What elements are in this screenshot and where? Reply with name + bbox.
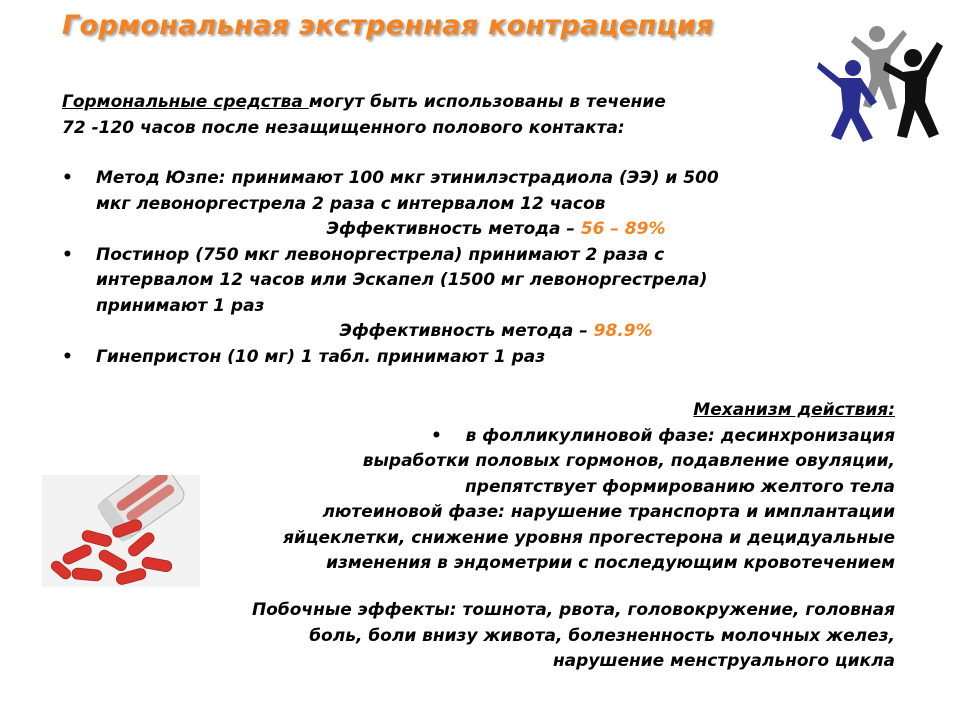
people-figures-logo xyxy=(815,22,945,144)
list-item xyxy=(62,243,882,345)
method-line: Постинор (750 мкг левоноргестрела) принимают 2 раза с xyxy=(96,244,665,265)
method-line: принимают 1 раз xyxy=(96,295,265,316)
method-line: интервалом 12 часов или Эскапел (1500 мг левоноргестрела) xyxy=(96,270,708,290)
mechanism-line: выработки половых гормонов, подавление овуляции, xyxy=(362,451,895,471)
bullet-icon: • xyxy=(62,346,73,367)
efficacy-label: Эффективность метода – xyxy=(326,219,581,239)
side-effects-line: Побочные эффекты: тошнота, рвота, головокружение, головная xyxy=(251,600,895,620)
bullet-icon: • xyxy=(431,425,442,446)
efficacy-value: 98.9% xyxy=(593,321,653,341)
methods-list xyxy=(62,166,882,370)
mechanism-section xyxy=(283,398,895,577)
side-effects-line: боль, боли внизу живота, болезненность молочных желез, xyxy=(309,625,895,646)
method-line: Метод Юзпе: принимают 100 мкг этинилэстрадиола (ЭЭ) и 500 xyxy=(96,168,719,188)
mechanism-line: яйцеклетки, снижение уровня прогестерона и децидуальные xyxy=(283,527,895,548)
method-line: мкг левоноргестрела 2 раза с интервалом 12 часов xyxy=(96,193,606,214)
list-item xyxy=(62,345,882,371)
intro-line1: могут быть использованы в течение xyxy=(308,92,666,112)
mechanism-line: в фолликулиновой фазе: десинхронизация xyxy=(465,425,895,446)
pills-image xyxy=(42,475,200,587)
efficacy-value: 56 – 89% xyxy=(580,219,666,239)
intro-line2: 72 -120 часов после незащищенного полового контакта: xyxy=(62,117,625,138)
intro-underlined: Гормональные средства xyxy=(62,92,309,112)
efficacy-line xyxy=(216,319,776,345)
side-effects-section xyxy=(252,598,895,675)
mechanism-line: лютеиновой фазе: нарушение транспорта и имплантации xyxy=(322,502,895,522)
slide-title: Гормональная экстренная контрацепция xyxy=(62,10,714,41)
efficacy-line xyxy=(216,217,776,243)
bullet-icon: • xyxy=(62,244,73,265)
mechanism-line: препятствует формированию желтого тела xyxy=(465,476,895,497)
list-item xyxy=(62,166,882,243)
side-effects-line: нарушение менструального цикла xyxy=(552,651,895,671)
intro-paragraph xyxy=(62,90,666,141)
mechanism-heading: Механизм действия: xyxy=(693,400,895,420)
mechanism-line: изменения в эндометрии с последующим кровотечением xyxy=(326,553,895,573)
method-line: Гинепристон (10 мг) 1 табл. принимают 1 раз xyxy=(96,346,546,367)
efficacy-label: Эффективность метода – xyxy=(339,321,594,341)
bullet-icon: • xyxy=(62,168,73,188)
